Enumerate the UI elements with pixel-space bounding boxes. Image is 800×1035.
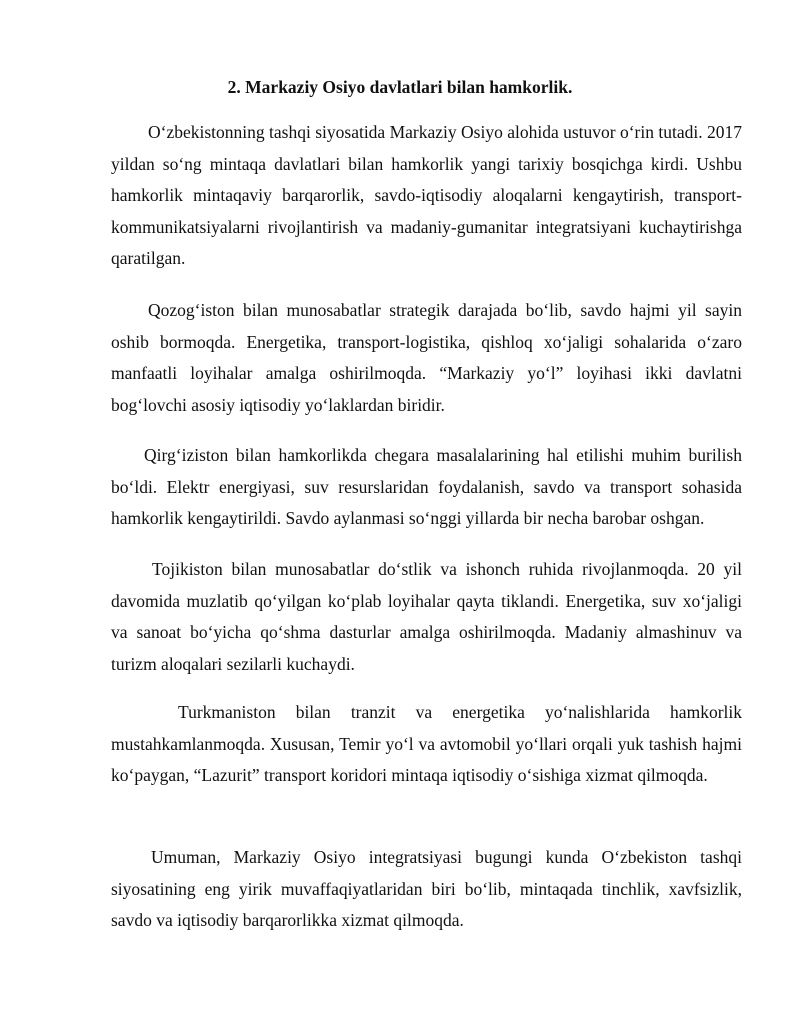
paragraph-intro: O‘zbekistonning tashqi siyosatida Markaziy Osiyo alohida ustuvor o‘rin tutadi. 2017 yildan so‘ng mintaqa davlatlari bilan hamkorlik yangi tarixiy bosqichga kirdi. Ushbu hamkorlik mintaqaviy barqarorlik, savdo-iqtisodiy aloqalarni kengaytirish, transport-kommunikatsiyalarni rivojlantirish va madaniy-gumanitar integratsiyani kuchaytirishga qaratilgan. [111,122,742,268]
paragraph-kazakhstan: Qozog‘iston bilan munosabatlar strategik darajada bo‘lib, savdo hajmi yil sayin oshib bormoqda. Energetika, transport-logistika, qishloq xo‘jaligi sohalarida o‘zaro manfaatli loyihalar amalga oshirilmoqda. “Markaziy yo‘l” loyihasi ikki davlatni bog‘lovchi asosiy iqtisodiy yo‘laklardan biridir. [111,300,742,415]
paragraph-kyrgyzstan: Qirg‘iziston bilan hamkorlikda chegara masalalarining hal etilishi muhim burilish bo‘ldi. Elektr energiyasi, suv resurslaridan foydalanish, savdo va transport sohasida hamkorlik kengaytirildi. Savdo aylanmasi so‘nggi yillarda bir necha barobar oshgan. [111,445,742,528]
paragraph-tajikistan: Tojikiston bilan munosabatlar do‘stlik va ishonch ruhida rivojlanmoqda. 20 yil davomida muzlatib qo‘yilgan ko‘plab loyihalar qayta tiklandi. Energetika, suv xo‘jaligi va sanoat bo‘yicha qo‘shma dasturlar amalga oshirilmoqda. Madaniy almashinuv va turizm aloqalari sezilarli kuchaydi. [111,559,742,674]
paragraph-conclusion: Umuman, Markaziy Osiyo integratsiyasi bugungi kunda O‘zbekiston tashqi siyosatining eng yirik muvaffaqiyatlaridan biri bo‘lib, mintaqada tinchlik, xavfsizlik, savdo va iqtisodiy barqarorlikka xizmat qilmoqda. [111,847,742,930]
section-heading: 2. Markaziy Osiyo davlatlari bilan hamkorlik. [227,77,573,97]
paragraph-turkmenistan: Turkmaniston bilan tranzit va energetika yo‘nalishlarida hamkorlik mustahkamlanmoqda. Xususan, Temir yo‘l va avtomobil yo‘llari orqali yuk tashish hajmi ko‘paygan, “Lazurit” transport koridori mintaqa iqtisodiy o‘sishiga xizmat qilmoqda. [111,702,742,785]
